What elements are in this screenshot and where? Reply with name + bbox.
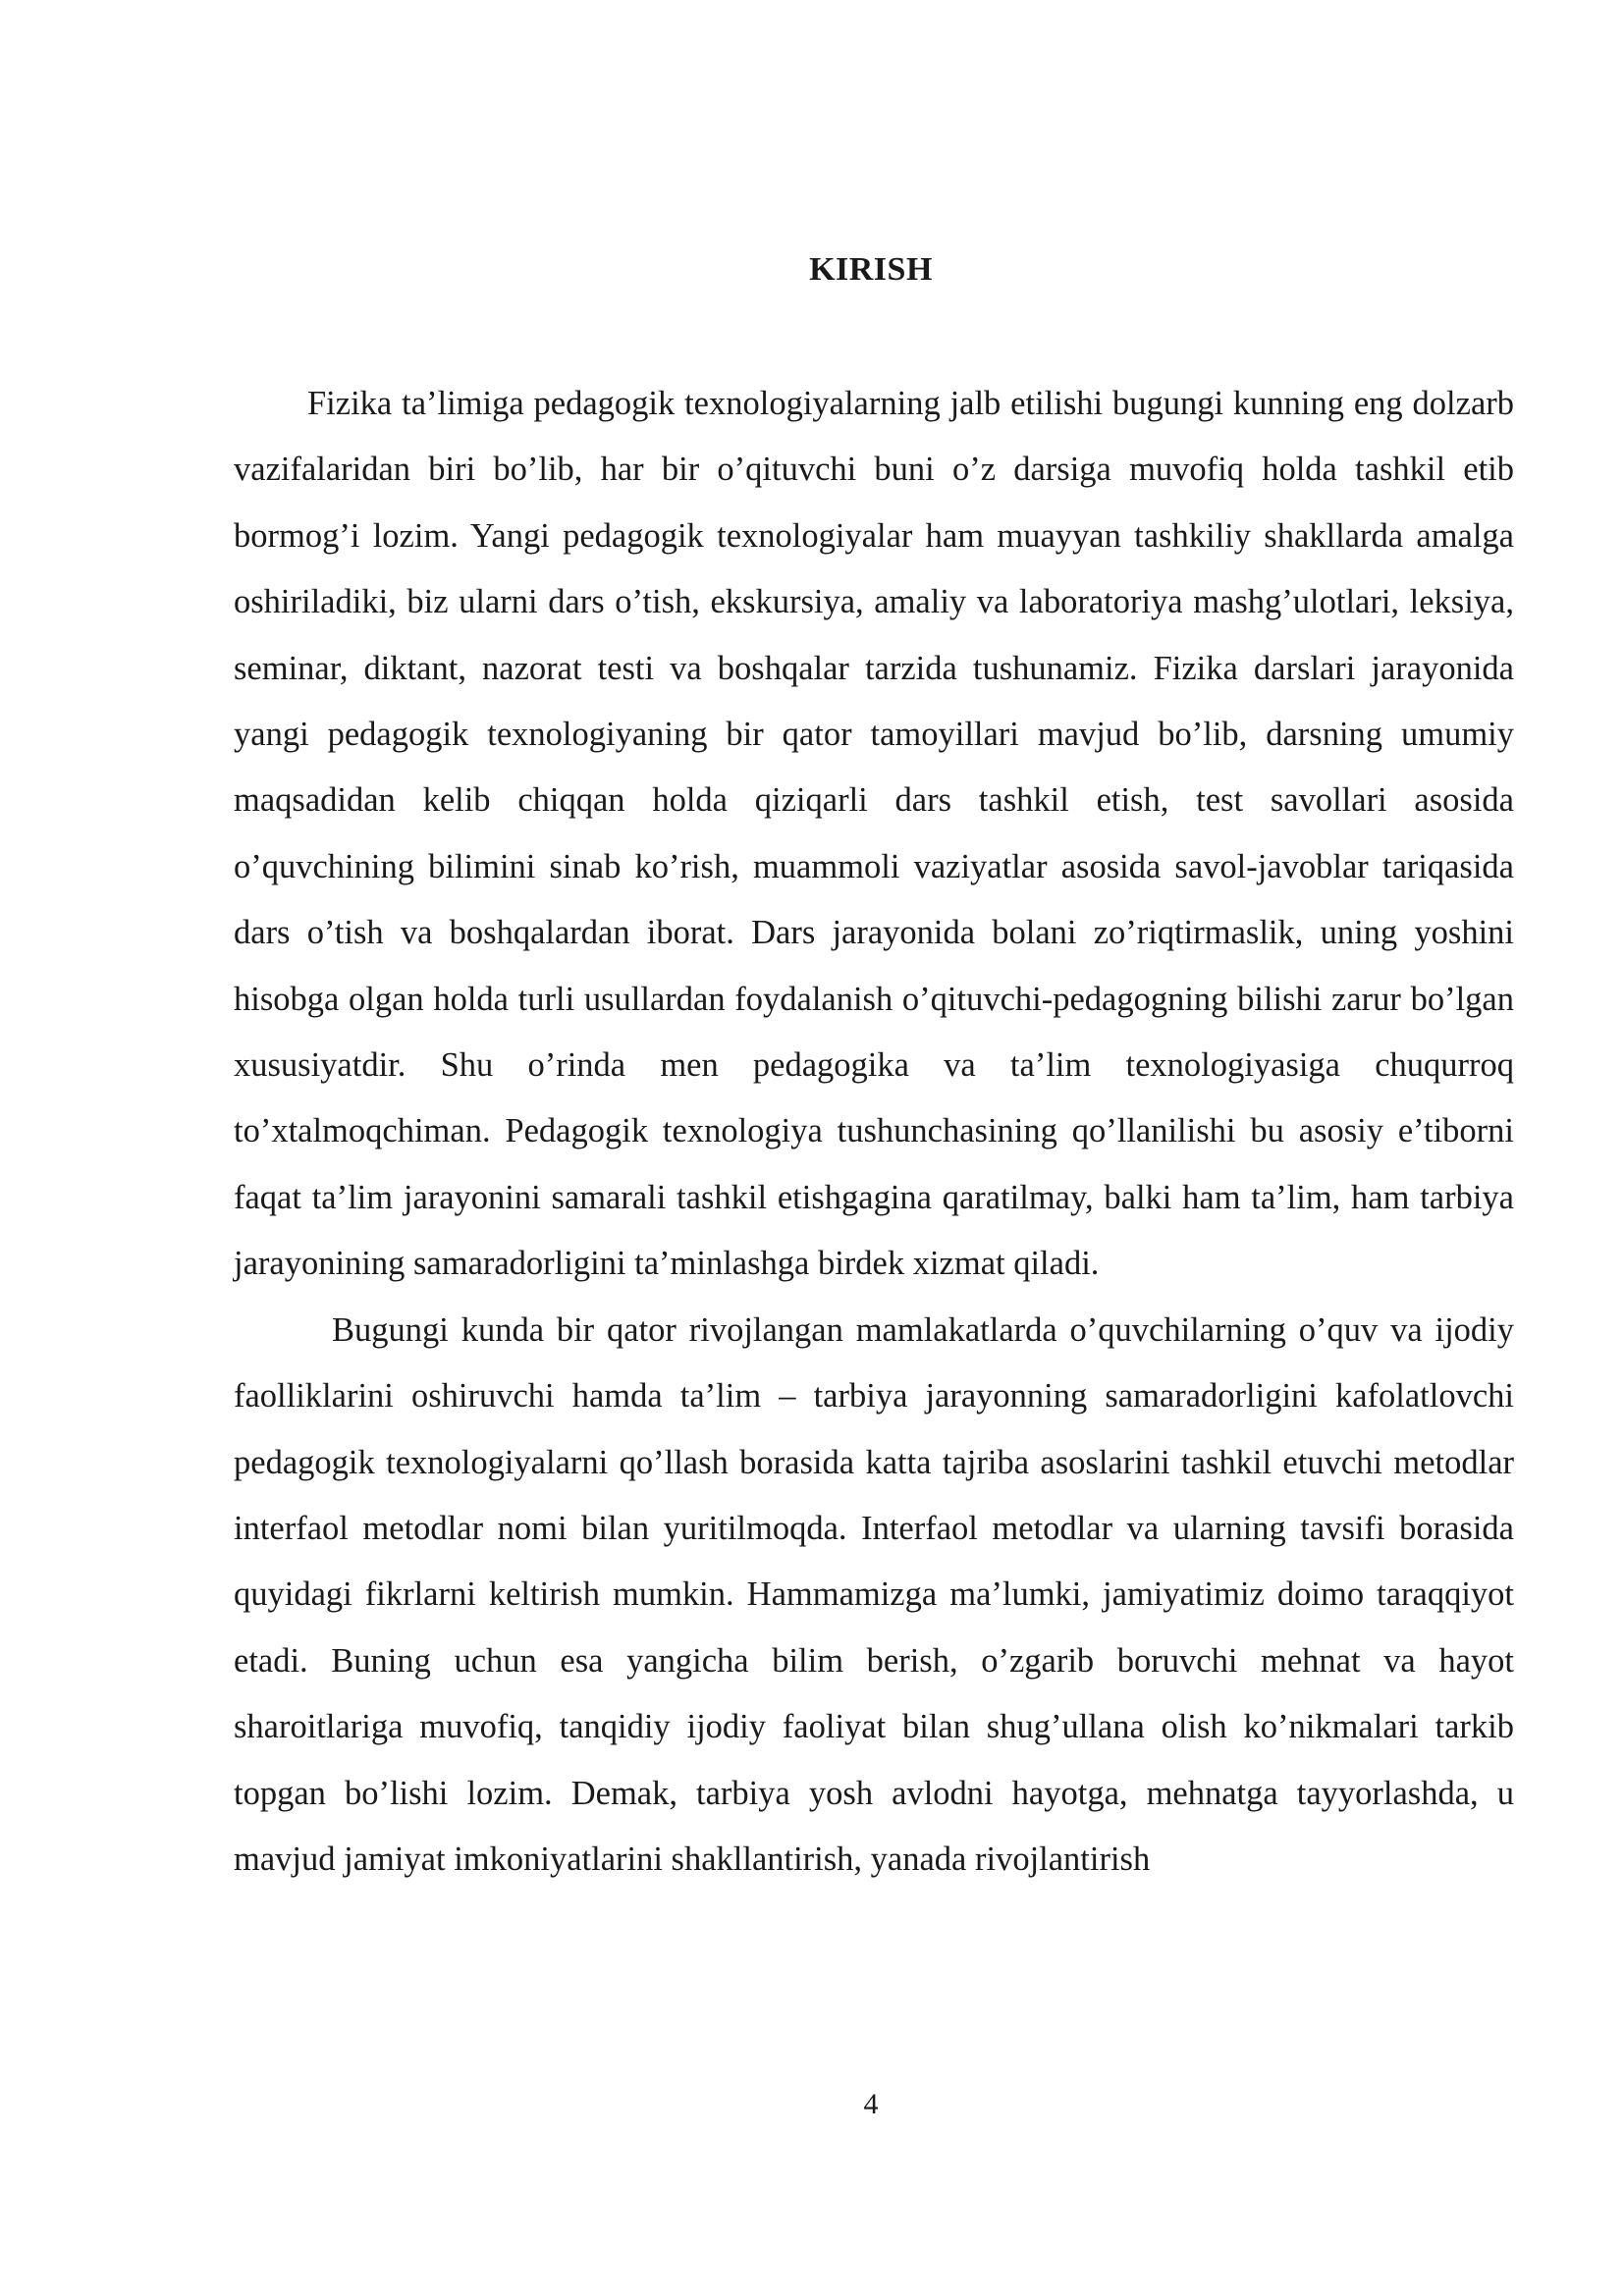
page-number: 4 xyxy=(863,2088,879,2120)
body-text xyxy=(234,371,1514,1893)
section-heading: KIRISH xyxy=(809,251,933,288)
paragraph-1: Fizika ta’limiga pedagogik texnologiyalarning jalb etilishi bugungi kunning eng dolzarb vazifalaridan biri bo’lib, har bir o’qituvchi buni o’z darsiga muvofiq holda tashkil etib bormog’i lozim. Yangi pedagogik texnologiyalar ham muayyan tashkiliy shakllarda amalga oshiriladiki, biz ularni dars o’tish, ekskursiya, amaliy va laboratoriya mashg’ulotlari, leksiya, seminar, diktant, nazorat testi va boshqalar tarzida tushunamiz. Fizika darslari jarayonida yangi pedagogik texnologiyaning bir qator tamoyillari mavjud bo’lib, darsning umumiy maqsadidan kelib chiqqan holda qiziqarli dars tashkil etish, test savollari asosida o’quvchining bilimini sinab ko’rish, muammoli vaziyatlar asosida savol-javoblar tariqasida dars o’tish va boshqalardan iborat. Dars jarayonida bolani zo’riqtirmaslik, uning yoshini hisobga olgan holda turli usullardan foydalanish o’qituvchi-pedagogning bilishi zarur bo’lgan xususiyatdir. Shu o’rinda men pedagogika va ta’lim texnologiyasiga chuqurroq to’xtalmoqchiman. Pedagogik texnologiya tushunchasining qo’llanilishi bu asosiy e’tiborni faqat ta’lim jarayonini samarali tashkil etishgagina qaratilmay, balki ham ta’lim, ham tarbiya jarayonining samaradorligini ta’minlashga birdek xizmat qiladi. xyxy=(234,385,1514,1283)
paragraph-2: Bugungi kunda bir qator rivojlangan mamlakatlarda o’quvchilarning o’quv va ijodiy faolliklarini oshiruvchi hamda ta’lim – tarbiya jarayonning samaradorligini kafolatlovchi pedagogik texnologiyalarni qo’llash borasida katta tajriba asoslarini tashkil etuvchi metodlar interfaol metodlar nomi bilan yuritilmoqda. Interfaol metodlar va ularning tavsifi borasida quyidagi fikrlarni keltirish mumkin. Hammamizga ma’lumki, jamiyatimiz doimo taraqqiyot etadi. Buning uchun esa yangicha bilim berish, o’zgarib boruvchi mehnat va hayot sharoitlariga muvofiq, tanqidiy ijodiy faoliyat bilan shug’ullana olish ko’nikmalari tarkib topgan bo’lishi lozim. Demak, tarbiya yosh avlodni hayotga, mehnatga tayyorlashda, u mavjud jamiyat imkoniyatlarini shakllantirish, yanada rivojlantirish xyxy=(234,1310,1514,1878)
